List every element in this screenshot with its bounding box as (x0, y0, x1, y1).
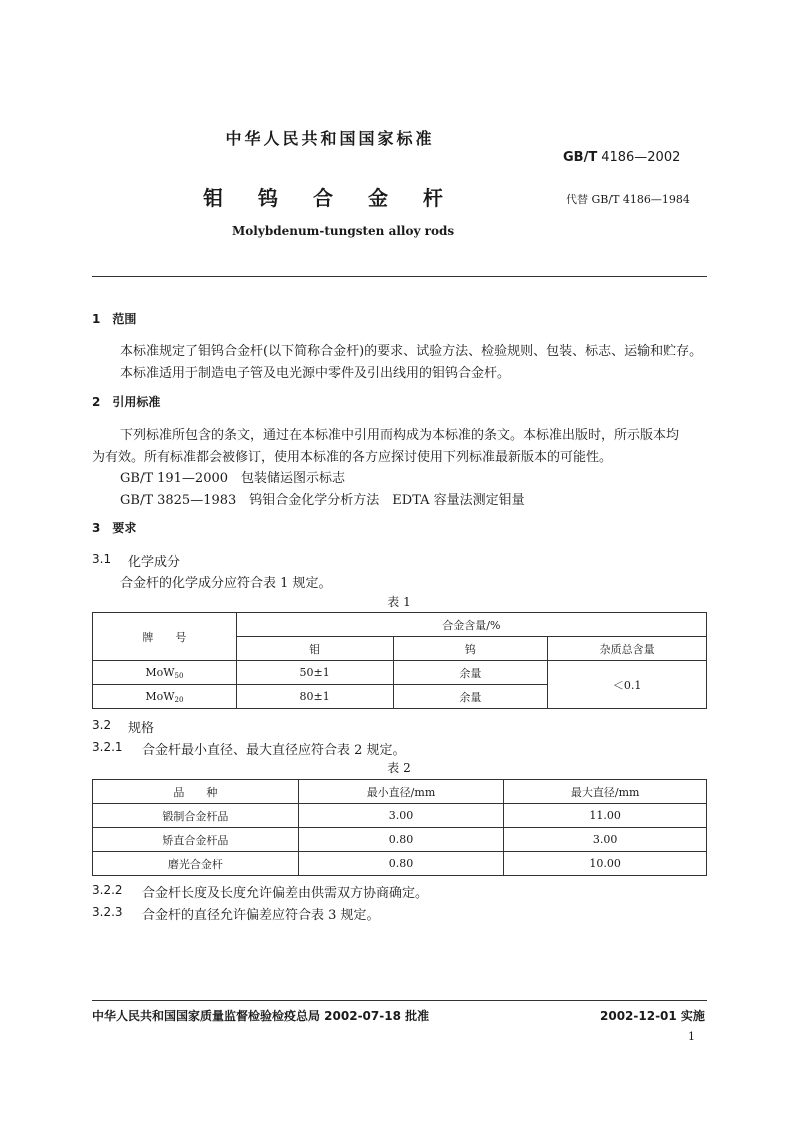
table-1-header-alloy-content: 合金含量/% (236, 613, 706, 637)
table-2-max-cell: 10.00 (504, 852, 707, 876)
document-title: 钼 钨 合 金 杆 (203, 186, 457, 210)
page-number: 1 (688, 1030, 695, 1043)
section-3-2-2-number: 3.2.2 (92, 883, 123, 897)
section-3-heading: 3 要求 (92, 521, 137, 535)
grade-base: MoW (145, 689, 175, 703)
table-row (93, 804, 707, 828)
section-3-2-3-text: 合金杆的直径允许偏差应符合表 3 规定。 (142, 908, 380, 923)
section-2-heading: 2 引用标准 (92, 395, 161, 409)
table-1-header-w: 钨 (393, 637, 548, 661)
section-1-heading: 1 范围 (92, 312, 137, 326)
approval-statement: 中华人民共和国国家质量监督检验检疫总局 2002-07-18 批准 (92, 1009, 430, 1023)
table-1-grade-cell (93, 685, 237, 709)
table-1-w-cell: 余量 (393, 685, 548, 709)
table-1-header-grade: 牌 号 (93, 613, 237, 661)
section-3-1-number: 3.1 (92, 552, 112, 566)
table-1-mo-cell: 80±1 (236, 685, 393, 709)
section-1-paragraph-1: 本标准规定了钼钨合金杆(以下简称合金杆)的要求、试验方法、检验规则、包装、标志、运输和贮存。 (120, 344, 703, 359)
reference-gb3825: GB/T 3825—1983 钨钼合金化学分析方法 EDTA 容量法测定钼量 (120, 493, 525, 508)
section-3-2-3-number: 3.2.3 (92, 905, 123, 919)
table-1-caption: 表 1 (387, 595, 411, 609)
table-2-max-cell: 11.00 (504, 804, 707, 828)
table-2-header-variety: 品 种 (93, 780, 299, 804)
english-title: Molybdenum-tungsten alloy rods (232, 224, 455, 238)
footer-divider (92, 1000, 707, 1001)
table-1-header-impurity: 杂质总含量 (548, 637, 707, 661)
table-2-variety-cell: 锻制合金杆品 (93, 804, 299, 828)
header-divider (92, 276, 707, 277)
table-1-w-cell: 余量 (393, 661, 548, 685)
table-1-chemical-composition (92, 612, 707, 709)
table-row (93, 852, 707, 876)
section-1-paragraph-2: 本标准适用于制造电子管及电光源中零件及引出线用的钼钨合金杆。 (120, 366, 511, 381)
table-1-grade-cell (93, 661, 237, 685)
grade-base: MoW (145, 665, 175, 679)
table-2-header-min-diameter: 最小直径/mm (298, 780, 504, 804)
standard-prefix: GB/T (563, 150, 598, 165)
table-2-min-cell: 3.00 (298, 804, 504, 828)
standard-number: 4186—2002 (601, 150, 681, 165)
table-2-min-cell: 0.80 (298, 852, 504, 876)
replaces-standard: 代替 GB/T 4186—1984 (566, 193, 690, 206)
table-row (93, 828, 707, 852)
issuing-organization: 中华人民共和国国家标准 (225, 129, 435, 148)
section-3-2-title: 规格 (128, 721, 155, 736)
table-1-header-mo: 钼 (236, 637, 393, 661)
section-3-2-1-text: 合金杆最小直径、最大直径应符合表 2 规定。 (142, 743, 406, 758)
section-3-2-2-text: 合金杆长度及长度允许偏差由供需双方协商确定。 (142, 886, 429, 901)
table-2-specifications (92, 779, 707, 876)
section-2-paragraph-line-2: 为有效。所有标准都会被修订，使用本标准的各方应探讨使用下列标准最新版本的可能性。 (92, 450, 613, 465)
table-2-variety-cell: 磨光合金杆 (93, 852, 299, 876)
table-2-max-cell: 3.00 (504, 828, 707, 852)
table-2-variety-cell: 矫直合金杆品 (93, 828, 299, 852)
section-3-1-text: 合金杆的化学成分应符合表 1 规定。 (120, 576, 332, 591)
section-3-2-number: 3.2 (92, 718, 112, 732)
table-2-caption: 表 2 (387, 761, 411, 775)
section-3-1-title: 化学成分 (128, 555, 181, 570)
table-1-impurity-cell: ＜0.1 (548, 661, 707, 709)
table-2-header-max-diameter: 最大直径/mm (504, 780, 707, 804)
table-2-min-cell: 0.80 (298, 828, 504, 852)
grade-subscript: 50 (174, 671, 184, 680)
section-2-paragraph-line-1: 下列标准所包含的条文，通过在本标准中引用而构成为本标准的条文。本标准出版时，所示版本均 (120, 428, 680, 443)
table-1-mo-cell: 50±1 (236, 661, 393, 685)
section-3-2-1-number: 3.2.1 (92, 740, 123, 754)
reference-gb191: GB/T 191—2000 包装储运图示标志 (120, 471, 346, 486)
implementation-date: 2002-12-01 实施 (600, 1009, 705, 1023)
table-row (93, 661, 707, 685)
standard-code (563, 150, 680, 165)
grade-subscript: 20 (174, 695, 184, 704)
